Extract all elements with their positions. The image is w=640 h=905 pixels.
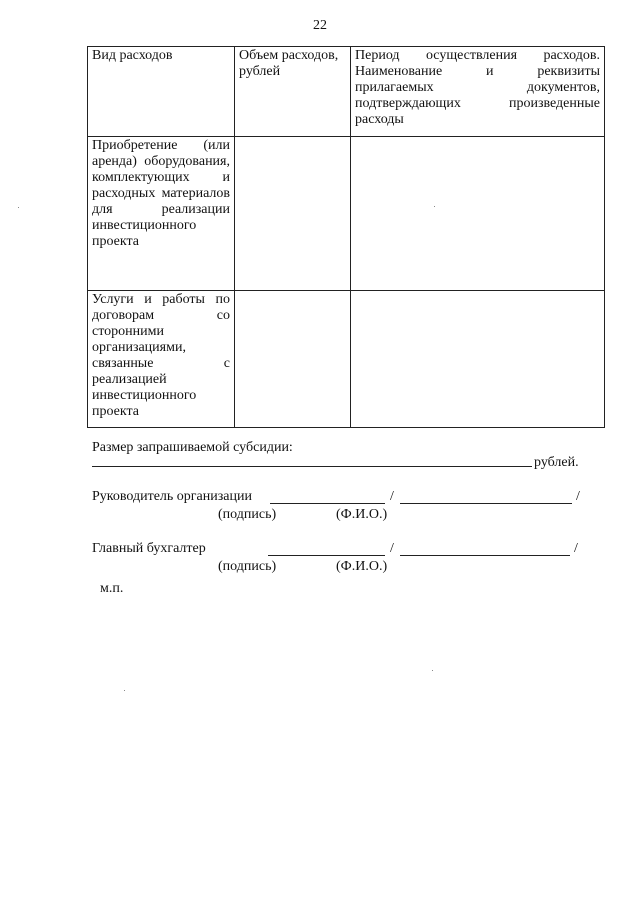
row-expense-docs-cell[interactable]	[351, 291, 605, 428]
page-number: 22	[313, 18, 327, 33]
row-expense-amount-cell[interactable]	[235, 137, 351, 291]
director-sign-caption: (подпись)	[218, 507, 277, 522]
header-expense-period	[351, 47, 605, 137]
expenses-table	[87, 46, 605, 428]
slash-divider: /	[390, 489, 394, 504]
row-expense-type: Приобретение (или аренда) оборудования, комплектующих и расходных материалов для реализации инвестиционного проекта	[88, 137, 235, 291]
scan-speck	[18, 207, 19, 208]
scan-speck	[434, 206, 435, 207]
slash-divider: /	[390, 541, 394, 556]
header-expense-amount: Объем расходов, рублей	[235, 47, 351, 137]
table-row	[88, 137, 605, 291]
scan-speck	[124, 690, 125, 691]
subsidy-unit: рублей.	[534, 455, 579, 470]
row-expense-docs-cell[interactable]	[351, 137, 605, 291]
stamp-place: м.п.	[100, 581, 124, 596]
scan-speck	[432, 670, 433, 671]
accountant-label: Главный бухгалтер	[92, 541, 206, 556]
accountant-name-caption: (Ф.И.О.)	[336, 559, 388, 574]
subsidy-label: Размер запрашиваемой субсидии:	[92, 440, 293, 455]
director-label: Руководитель организации	[92, 489, 252, 504]
row-expense-type: Услуги и работы по договорам со сторонними организациями, связанные с реализацией инвестиционного проекта	[88, 291, 235, 428]
accountant-sign-caption: (подпись)	[218, 559, 277, 574]
slash-divider: /	[574, 541, 578, 556]
director-name-caption: (Ф.И.О.)	[336, 507, 388, 522]
header-period-text: Период осуществления расходов. Наименование и реквизиты прилагаемых документов, подтверждающих произведенные расходы	[355, 48, 600, 127]
row-expense-amount-cell[interactable]	[235, 291, 351, 428]
accountant-signature-field[interactable]	[268, 555, 385, 556]
header-expense-type: Вид расходов	[88, 47, 235, 137]
subsidy-amount-field[interactable]	[92, 466, 532, 467]
director-name-field[interactable]	[400, 503, 572, 504]
table-row	[88, 291, 605, 428]
slash-divider: /	[576, 489, 580, 504]
table-header-row	[88, 47, 605, 137]
director-signature-field[interactable]	[270, 503, 385, 504]
accountant-name-field[interactable]	[400, 555, 570, 556]
